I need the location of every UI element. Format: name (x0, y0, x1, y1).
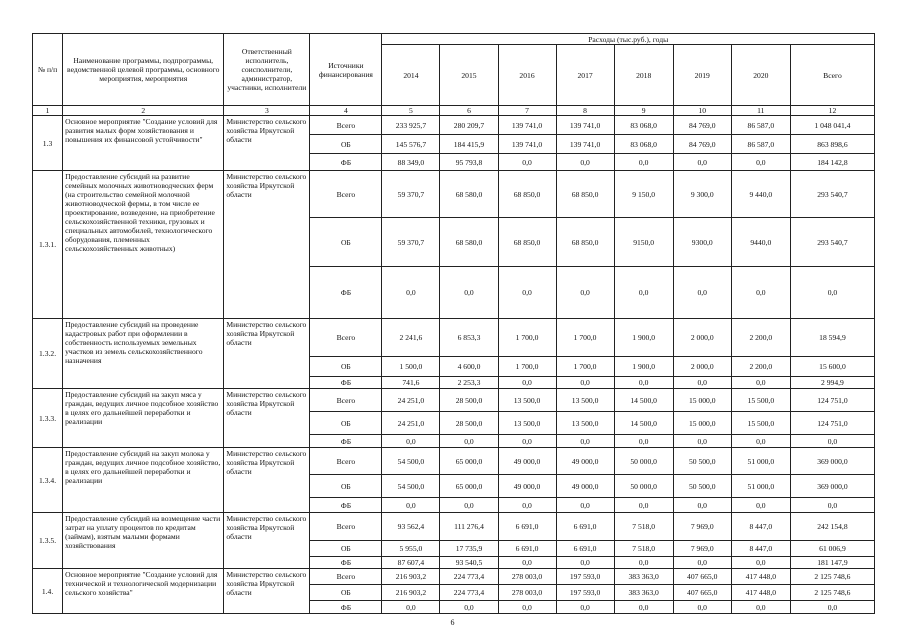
year-value: 1 700,0 (498, 357, 556, 377)
year-value: 0,0 (556, 154, 614, 171)
year-value: 6 853,3 (440, 319, 498, 357)
year-value: 54 500,0 (382, 475, 440, 498)
year-value: 197 593,0 (556, 585, 614, 601)
year-value: 68 850,0 (556, 171, 614, 218)
year-value: 15 000,0 (673, 389, 731, 412)
year-value: 417 448,0 (731, 585, 790, 601)
year-value: 0,0 (614, 267, 673, 319)
year-value: 28 500,0 (440, 389, 498, 412)
year-value: 224 773,4 (440, 585, 498, 601)
row-code: 1.4. (33, 569, 63, 614)
year-value: 0,0 (382, 435, 440, 448)
total-value: 18 594,9 (790, 319, 874, 357)
year-value: 9 150,0 (614, 171, 673, 218)
budget-table-sheet (32, 33, 875, 614)
year-value: 68 850,0 (556, 218, 614, 267)
header-year: 2017 (556, 45, 614, 106)
year-value: 50 500,0 (673, 448, 731, 475)
year-value: 17 735,9 (440, 541, 498, 557)
total-value: 1 048 041,4 (790, 116, 874, 135)
year-value: 407 665,0 (673, 585, 731, 601)
year-value: 0,0 (673, 498, 731, 513)
year-value: 14 500,0 (614, 412, 673, 435)
year-value: 1 900,0 (614, 357, 673, 377)
year-value: 87 607,4 (382, 557, 440, 569)
year-value: 49 000,0 (498, 475, 556, 498)
year-value: 383 363,0 (614, 569, 673, 585)
table-row (33, 319, 875, 357)
column-number: 5 (382, 106, 440, 116)
header-year: 2015 (440, 45, 498, 106)
year-value: 1 500,0 (382, 357, 440, 377)
header-total: Всего (790, 45, 874, 106)
header-num: № п/п (33, 34, 63, 106)
year-value: 0,0 (731, 267, 790, 319)
year-value: 7 518,0 (614, 541, 673, 557)
year-value: 6 691,0 (498, 513, 556, 541)
year-value: 0,0 (440, 601, 498, 614)
header-source: Источники финансирования (310, 34, 382, 106)
column-number: 7 (498, 106, 556, 116)
table-row (33, 448, 875, 475)
page-number: 6 (450, 618, 455, 627)
year-value: 0,0 (556, 267, 614, 319)
year-value: 0,0 (673, 557, 731, 569)
funding-source: ОБ (310, 218, 382, 267)
year-value: 4 600,0 (440, 357, 498, 377)
total-value: 2 125 748,6 (790, 585, 874, 601)
column-number: 4 (310, 106, 382, 116)
column-number: 3 (224, 106, 310, 116)
year-value: 65 000,0 (440, 475, 498, 498)
year-value: 65 000,0 (440, 448, 498, 475)
year-value: 9 440,0 (731, 171, 790, 218)
year-value: 1 700,0 (498, 319, 556, 357)
year-value: 15 500,0 (731, 412, 790, 435)
year-value: 9150,0 (614, 218, 673, 267)
year-value: 24 251,0 (382, 389, 440, 412)
year-value: 139 741,0 (556, 116, 614, 135)
year-value: 2 000,0 (673, 357, 731, 377)
year-value: 50 000,0 (614, 448, 673, 475)
year-value: 0,0 (731, 601, 790, 614)
year-value: 54 500,0 (382, 448, 440, 475)
funding-source: Всего (310, 319, 382, 357)
year-value: 93 540,5 (440, 557, 498, 569)
header-year: 2016 (498, 45, 556, 106)
total-value: 2 994,9 (790, 377, 874, 389)
year-value: 84 769,0 (673, 135, 731, 154)
year-value: 86 587,0 (731, 135, 790, 154)
column-number: 10 (673, 106, 731, 116)
year-value: 8 447,0 (731, 513, 790, 541)
year-value: 280 209,7 (440, 116, 498, 135)
year-value: 15 500,0 (731, 389, 790, 412)
year-value: 49 000,0 (556, 448, 614, 475)
year-value: 0,0 (614, 557, 673, 569)
year-value: 88 349,0 (382, 154, 440, 171)
year-value: 0,0 (498, 601, 556, 614)
year-value: 0,0 (673, 377, 731, 389)
year-value: 0,0 (556, 435, 614, 448)
row-code: 1.3.4. (33, 448, 63, 513)
year-value: 0,0 (498, 267, 556, 319)
row-code: 1.3.2. (33, 319, 63, 389)
year-value: 68 580,0 (440, 218, 498, 267)
total-value: 863 898,6 (790, 135, 874, 154)
column-number: 11 (731, 106, 790, 116)
year-value: 0,0 (556, 557, 614, 569)
year-value: 216 903,2 (382, 585, 440, 601)
year-value: 139 741,0 (498, 116, 556, 135)
year-value: 0,0 (440, 267, 498, 319)
year-value: 233 925,7 (382, 116, 440, 135)
year-value: 407 665,0 (673, 569, 731, 585)
year-value: 51 000,0 (731, 448, 790, 475)
year-value: 6 691,0 (556, 513, 614, 541)
table-row (33, 389, 875, 412)
table-row (33, 171, 875, 218)
year-value: 0,0 (731, 435, 790, 448)
year-value: 9300,0 (673, 218, 731, 267)
header-name: Наименование программы, подпрограммы, ведомственной целевой программы, основного мероприятия, мероприятия (63, 34, 224, 106)
year-value: 5 955,0 (382, 541, 440, 557)
year-value: 0,0 (440, 498, 498, 513)
year-value: 8 447,0 (731, 541, 790, 557)
year-value: 216 903,2 (382, 569, 440, 585)
year-value: 0,0 (614, 498, 673, 513)
year-value: 0,0 (498, 557, 556, 569)
year-value: 15 000,0 (673, 412, 731, 435)
total-value: 181 147,9 (790, 557, 874, 569)
funding-source: Всего (310, 116, 382, 135)
row-name: Предоставление субсидий на закуп молока у граждан, ведущих личное подсобное хозяйство, в целях его дальнейшей переработки и реализации (63, 448, 224, 513)
year-value: 0,0 (614, 154, 673, 171)
year-value: 49 000,0 (556, 475, 614, 498)
year-value: 13 500,0 (556, 412, 614, 435)
year-value: 0,0 (614, 601, 673, 614)
total-value: 293 540,7 (790, 171, 874, 218)
total-value: 15 600,0 (790, 357, 874, 377)
funding-source: ОБ (310, 541, 382, 557)
year-value: 24 251,0 (382, 412, 440, 435)
year-value: 2 000,0 (673, 319, 731, 357)
total-value: 124 751,0 (790, 389, 874, 412)
year-value: 417 448,0 (731, 569, 790, 585)
year-value: 9440,0 (731, 218, 790, 267)
total-value: 369 000,0 (790, 475, 874, 498)
funding-source: ОБ (310, 475, 382, 498)
year-value: 0,0 (382, 601, 440, 614)
year-value: 0,0 (440, 435, 498, 448)
column-number: 1 (33, 106, 63, 116)
year-value: 1 900,0 (614, 319, 673, 357)
year-value: 2 200,0 (731, 357, 790, 377)
year-value: 0,0 (382, 498, 440, 513)
funding-source: ОБ (310, 357, 382, 377)
row-code: 1.3 (33, 116, 63, 171)
funding-source: ФБ (310, 435, 382, 448)
year-value: 0,0 (498, 154, 556, 171)
funding-source: ОБ (310, 585, 382, 601)
column-number: 8 (556, 106, 614, 116)
year-value: 49 000,0 (498, 448, 556, 475)
funding-source: ФБ (310, 154, 382, 171)
year-value: 28 500,0 (440, 412, 498, 435)
funding-source: ФБ (310, 498, 382, 513)
year-value: 14 500,0 (614, 389, 673, 412)
header-year: 2020 (731, 45, 790, 106)
funding-source: Всего (310, 171, 382, 218)
row-code: 1.3.1. (33, 171, 63, 319)
year-value: 51 000,0 (731, 475, 790, 498)
row-responsible: Министерство сельского хозяйства Иркутской области (224, 569, 310, 614)
year-value: 0,0 (673, 601, 731, 614)
year-value: 86 587,0 (731, 116, 790, 135)
total-value: 242 154,8 (790, 513, 874, 541)
funding-source: ОБ (310, 135, 382, 154)
year-value: 0,0 (556, 377, 614, 389)
year-value: 0,0 (498, 435, 556, 448)
year-value: 83 068,0 (614, 135, 673, 154)
funding-source: Всего (310, 448, 382, 475)
row-responsible: Министерство сельского хозяйства Иркутской области (224, 389, 310, 448)
year-value: 0,0 (614, 435, 673, 448)
year-value: 0,0 (614, 377, 673, 389)
year-value: 6 691,0 (556, 541, 614, 557)
year-value: 84 769,0 (673, 116, 731, 135)
budget-table (32, 33, 875, 614)
total-value: 369 000,0 (790, 448, 874, 475)
year-value: 6 691,0 (498, 541, 556, 557)
year-value: 0,0 (673, 154, 731, 171)
year-value: 139 741,0 (498, 135, 556, 154)
header-year: 2018 (614, 45, 673, 106)
year-value: 0,0 (731, 154, 790, 171)
year-value: 0,0 (556, 601, 614, 614)
header-responsible: Ответственный исполнитель, соисполнители, администратор, участники, исполнители (224, 34, 310, 106)
year-value: 0,0 (498, 498, 556, 513)
total-value: 0,0 (790, 601, 874, 614)
year-value: 197 593,0 (556, 569, 614, 585)
column-number: 6 (440, 106, 498, 116)
row-responsible: Министерство сельского хозяйства Иркутской области (224, 171, 310, 319)
year-value: 59 370,7 (382, 171, 440, 218)
year-value: 93 562,4 (382, 513, 440, 541)
year-value: 0,0 (673, 267, 731, 319)
total-value: 124 751,0 (790, 412, 874, 435)
year-value: 1 700,0 (556, 319, 614, 357)
column-number: 12 (790, 106, 874, 116)
year-value: 95 793,8 (440, 154, 498, 171)
funding-source: Всего (310, 569, 382, 585)
year-value: 145 576,7 (382, 135, 440, 154)
total-value: 0,0 (790, 435, 874, 448)
year-value: 59 370,7 (382, 218, 440, 267)
funding-source: ФБ (310, 557, 382, 569)
year-value: 0,0 (673, 435, 731, 448)
year-value: 13 500,0 (498, 389, 556, 412)
year-value: 9 300,0 (673, 171, 731, 218)
row-code: 1.3.3. (33, 389, 63, 448)
column-number: 9 (614, 106, 673, 116)
year-value: 184 415,9 (440, 135, 498, 154)
table-row (33, 513, 875, 541)
year-value: 0,0 (382, 267, 440, 319)
column-number-row (33, 106, 875, 116)
year-value: 68 850,0 (498, 171, 556, 218)
total-value: 0,0 (790, 267, 874, 319)
row-name: Предоставление субсидий на проведение кадастровых работ при оформлении в собственность используемых земельных участков из земель сельскохозяйственного назначения (63, 319, 224, 389)
year-value: 278 003,0 (498, 585, 556, 601)
year-value: 741,6 (382, 377, 440, 389)
year-value: 68 850,0 (498, 218, 556, 267)
total-value: 61 006,9 (790, 541, 874, 557)
row-name: Предоставление субсидий на закуп мяса у граждан, ведущих личное подсобное хозяйство в целях его дальнейшей переработки и реализации (63, 389, 224, 448)
year-value: 7 969,0 (673, 541, 731, 557)
total-value: 0,0 (790, 498, 874, 513)
year-value: 2 241,6 (382, 319, 440, 357)
year-value: 7 969,0 (673, 513, 731, 541)
table-row (33, 116, 875, 135)
year-value: 0,0 (731, 377, 790, 389)
year-value: 278 003,0 (498, 569, 556, 585)
row-code: 1.3.5. (33, 513, 63, 569)
column-number: 2 (63, 106, 224, 116)
year-value: 139 741,0 (556, 135, 614, 154)
year-value: 68 580,0 (440, 171, 498, 218)
row-name: Предоставление субсидий на возмещение части затрат на уплату процентов по кредитам (займам), взятым малыми формами хозяйствования (63, 513, 224, 569)
year-value: 13 500,0 (498, 412, 556, 435)
total-value: 2 125 748,6 (790, 569, 874, 585)
total-value: 293 540,7 (790, 218, 874, 267)
table-row (33, 569, 875, 585)
year-value: 1 700,0 (556, 357, 614, 377)
year-value: 2 200,0 (731, 319, 790, 357)
year-value: 50 500,0 (673, 475, 731, 498)
year-value: 0,0 (556, 498, 614, 513)
funding-source: ФБ (310, 377, 382, 389)
row-responsible: Министерство сельского хозяйства Иркутской области (224, 116, 310, 171)
header-year: 2019 (673, 45, 731, 106)
funding-source: ФБ (310, 267, 382, 319)
row-responsible: Министерство сельского хозяйства Иркутской области (224, 319, 310, 389)
row-responsible: Министерство сельского хозяйства Иркутской области (224, 448, 310, 513)
row-name: Основное мероприятие "Создание условий для технической и технологической модернизации сельского хозяйства" (63, 569, 224, 614)
year-value: 0,0 (498, 377, 556, 389)
funding-source: Всего (310, 513, 382, 541)
year-value: 0,0 (731, 557, 790, 569)
year-value: 50 000,0 (614, 475, 673, 498)
total-value: 184 142,8 (790, 154, 874, 171)
year-value: 83 068,0 (614, 116, 673, 135)
header-expenses: Расходы (тыс.руб.), годы (382, 34, 875, 45)
funding-source: ОБ (310, 412, 382, 435)
year-value: 383 363,0 (614, 585, 673, 601)
year-value: 0,0 (731, 498, 790, 513)
year-value: 13 500,0 (556, 389, 614, 412)
funding-source: Всего (310, 389, 382, 412)
year-value: 111 276,4 (440, 513, 498, 541)
row-name: Предоставление субсидий на развитие семейных молочных животноводческих ферм (на строительство семейной молочной животноводческой фермы, в том числе ее проектирование, возведение, на приобретение сельскохозяйственной техники, грузовых и специальных автомобилей, технологического оборудования, племенных сельскохозяйственных животных) (63, 171, 224, 319)
header-year: 2014 (382, 45, 440, 106)
year-value: 224 773,4 (440, 569, 498, 585)
year-value: 7 518,0 (614, 513, 673, 541)
row-name: Основное мероприятие "Создание условий для развития малых форм хозяйствования и повышения их финансовой устойчивости" (63, 116, 224, 171)
funding-source: ФБ (310, 601, 382, 614)
year-value: 2 253,3 (440, 377, 498, 389)
row-responsible: Министерство сельского хозяйства Иркутской области (224, 513, 310, 569)
